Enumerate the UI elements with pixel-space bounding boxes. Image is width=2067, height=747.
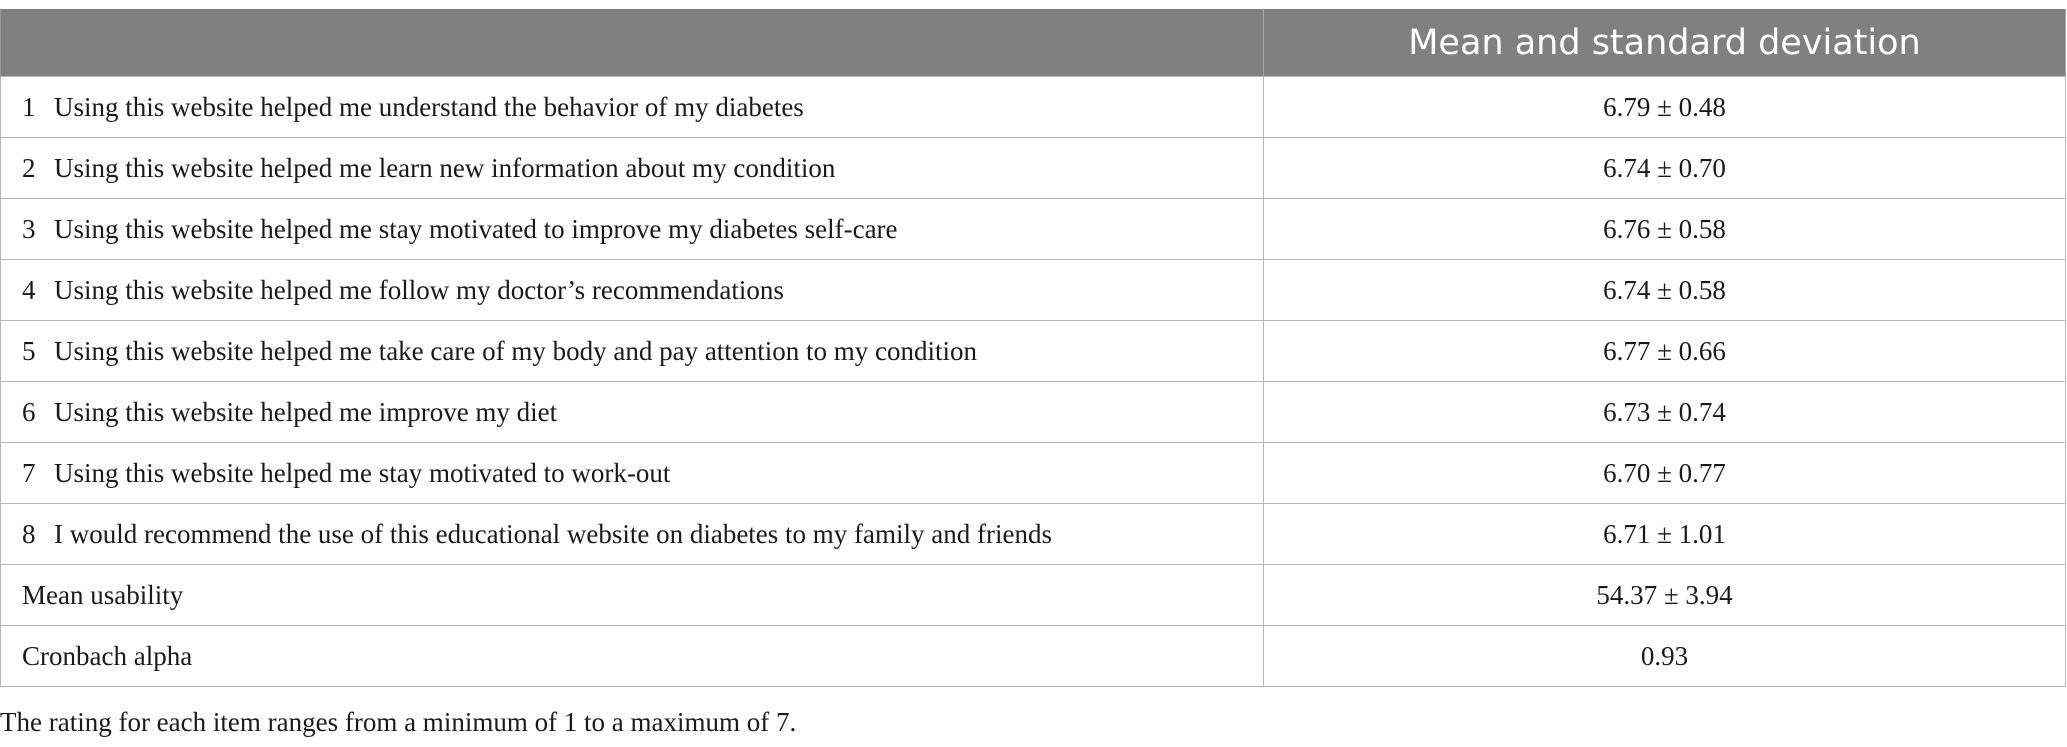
item-value: 6.71 ± 1.01 [1264, 504, 2066, 565]
item-number: 7 [22, 457, 36, 488]
item-value: 6.74 ± 0.58 [1264, 260, 2066, 321]
item-number: 8 [22, 518, 36, 549]
table-row [1, 443, 2066, 504]
item-text: Using this website helped me learn new information about my condition [54, 152, 836, 183]
item-text: Using this website helped me stay motivated to work-out [54, 457, 671, 488]
item-label-cell [1, 138, 1264, 199]
item-label-cell [1, 321, 1264, 382]
item-number: 5 [22, 335, 36, 366]
item-text: Using this website helped me stay motivated to improve my diabetes self-care [54, 213, 898, 244]
item-label-cell [1, 199, 1264, 260]
table-row [1, 504, 2066, 565]
table-footnote: The rating for each item ranges from a minimum of 1 to a maximum of 7. [0, 707, 797, 737]
table-row [1, 199, 2066, 260]
item-value: 6.74 ± 0.70 [1264, 138, 2066, 199]
summary-value: 0.93 [1264, 626, 2066, 687]
item-label-cell [1, 443, 1264, 504]
item-value: 6.76 ± 0.58 [1264, 199, 2066, 260]
item-number: 4 [22, 274, 36, 305]
item-text: Using this website helped me understand the behavior of my diabetes [54, 91, 804, 122]
item-number: 2 [22, 152, 36, 183]
item-number: 1 [22, 91, 36, 122]
table-row [1, 321, 2066, 382]
item-number: 3 [22, 213, 36, 244]
item-value: 6.73 ± 0.74 [1264, 382, 2066, 443]
summary-row-mean-usability [1, 565, 2066, 626]
summary-label: Mean usability [1, 565, 1264, 626]
item-label-cell [1, 504, 1264, 565]
summary-row-cronbach-alpha [1, 626, 2066, 687]
item-text: Using this website helped me take care of my body and pay attention to my condition [54, 335, 978, 366]
item-text: Using this website helped me follow my doctor’s recommendations [54, 274, 784, 305]
usability-table-container [0, 9, 2067, 687]
item-text: Using this website helped me improve my diet [54, 396, 558, 427]
table-row [1, 77, 2066, 138]
item-value: 6.70 ± 0.77 [1264, 443, 2066, 504]
table-header-row [1, 9, 2066, 77]
item-number: 6 [22, 396, 36, 427]
item-value: 6.79 ± 0.48 [1264, 77, 2066, 138]
item-value: 6.77 ± 0.66 [1264, 321, 2066, 382]
table-row [1, 382, 2066, 443]
item-label-cell [1, 382, 1264, 443]
header-mean-sd: Mean and standard deviation [1264, 9, 2066, 77]
table-row [1, 138, 2066, 199]
item-label-cell [1, 260, 1264, 321]
item-text: I would recommend the use of this educational website on diabetes to my family and friends [54, 518, 1052, 549]
item-label-cell [1, 77, 1264, 138]
usability-table [0, 9, 2066, 687]
table-row [1, 260, 2066, 321]
summary-label: Cronbach alpha [1, 626, 1264, 687]
header-blank-cell [1, 9, 1264, 77]
summary-value: 54.37 ± 3.94 [1264, 565, 2066, 626]
